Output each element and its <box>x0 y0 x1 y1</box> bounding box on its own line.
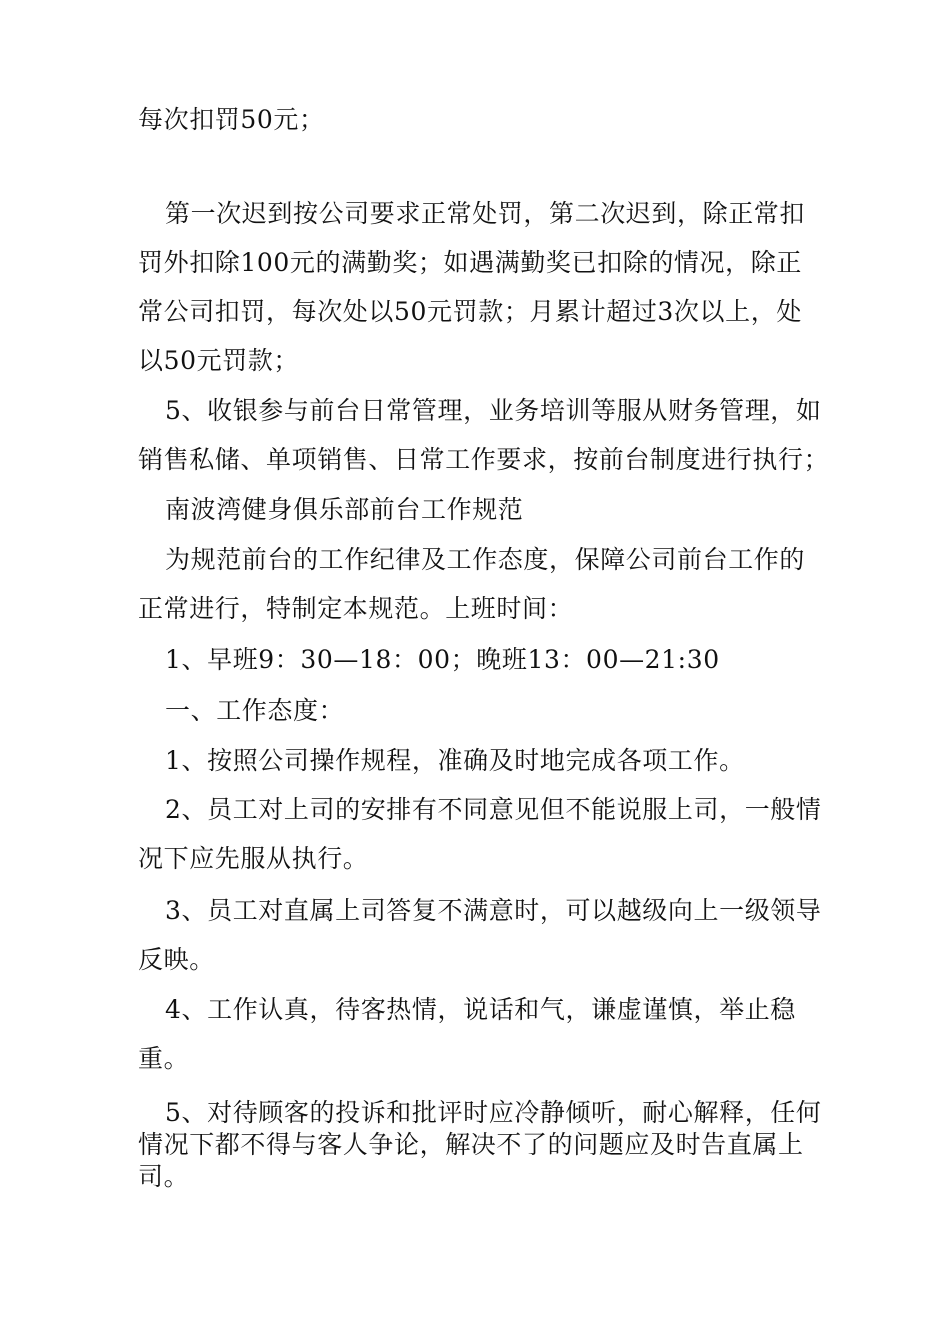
paragraph-line: 2、员工对上司的安排有不同意见但不能说服上司，一般情 <box>165 795 822 824</box>
paragraph-line: 以50元罚款； <box>138 346 300 375</box>
paragraph-line: 3、员工对直属上司答复不满意时，可以越级向上一级领导 <box>165 896 822 925</box>
document-title: 南波湾健身俱乐部前台工作规范 <box>165 495 524 524</box>
paragraph-line: 销售私储、单项销售、日常工作要求，按前台制度进行执行； <box>138 445 830 474</box>
paragraph-line: 5、对待顾客的投诉和批评时应冷静倾听，耐心解释，任何 <box>165 1098 822 1127</box>
paragraph-line: 司。 <box>138 1162 190 1191</box>
paragraph-line: 重。 <box>138 1044 190 1073</box>
paragraph-line: 1、按照公司操作规程，准确及时地完成各项工作。 <box>165 746 745 775</box>
section-heading: 一、工作态度： <box>165 696 345 725</box>
paragraph-line: 为规范前台的工作纪律及工作态度，保障公司前台工作的 <box>165 545 806 574</box>
paragraph-line: 正常进行，特制定本规范。上班时间： <box>138 594 574 623</box>
paragraph-line: 情况下都不得与客人争论，解决不了的问题应及时告直属上 <box>138 1130 804 1159</box>
paragraph-line: 4、工作认真，待客热情，说话和气，谦虚谨慎，举止稳 <box>165 995 796 1024</box>
paragraph-line: 5、收银参与前台日常管理，业务培训等服从财务管理，如 <box>165 396 822 425</box>
paragraph-line: 1、早班9：30—18：00；晚班13：00—21:30 <box>165 645 720 674</box>
paragraph-line: 每次扣罚50元； <box>138 105 325 134</box>
paragraph-line: 反映。 <box>138 945 215 974</box>
paragraph-line: 罚外扣除100元的满勤奖；如遇满勤奖已扣除的情况，除正 <box>138 248 802 277</box>
paragraph-line: 第一次迟到按公司要求正常处罚，第二次迟到，除正常扣 <box>165 199 806 228</box>
paragraph-line: 况下应先服从执行。 <box>138 844 369 873</box>
paragraph-line: 常公司扣罚，每次处以50元罚款；月累计超过3次以上，处 <box>138 297 802 326</box>
